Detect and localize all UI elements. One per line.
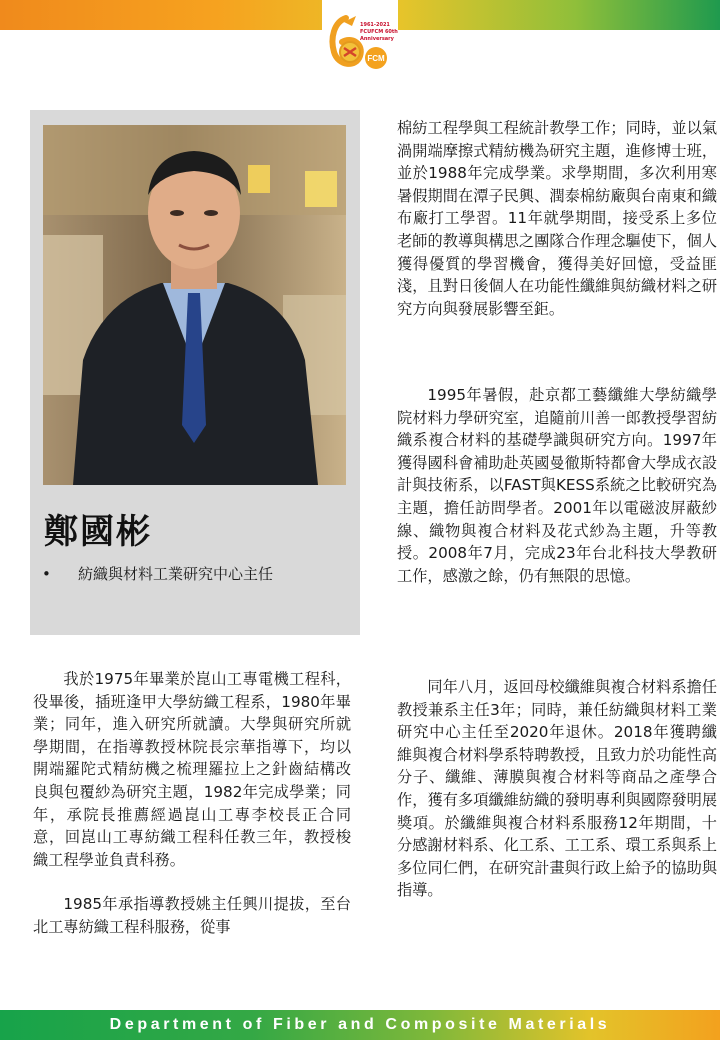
bullet-marker: • [42,565,51,583]
position-list-item [42,563,273,584]
person-name: 鄭國彬 [44,512,152,552]
logo-line-2: FCUFCM 60th [360,29,398,35]
biography-right-column-middle [397,384,717,587]
biography-paragraph-2-start: 1985年承指導教授姚主任興川提拔，至台北工專紡織工程科服務，從事 [33,895,351,936]
department-footer: Department of Fiber and Composite Materials [109,1016,611,1033]
biography-left-column [33,668,351,939]
biography-paragraph-2-continued: 棉紡工程學與工程統計教學工作；同時，並以氣渦開端摩擦式精紡機為研究主題，進修博士班，並於1988年完成學業。求學期間，多次利用寒暑假期間在潭子民興、潤泰棉紡廠與台南東和織布廠打工學習。11年就學期間，接受系上多位老師的教導與構思之團隊合作理念驅使下，個人獲得優質的學習機會，獲得美好回憶，受益匪淺，且對日後個人在功能性纖維與紡織材料之研究方向與發展影響至鉅。 [397,119,717,318]
logo-line-3: Anniversary [360,36,394,42]
logo-line-1: 1961-2021 [360,22,390,28]
biography-paragraph-3: 1995年暑假，赴京都工藝纖維大學紡織學院材料力學研究室，追隨前川善一郎教授學習紡織系複合材料的基礎學識與研究方向。1997年獲得國科會補助赴英國曼徹斯特都會大學成衣設計與技術系，以FAST與KESS系統之比較研究為主題，擔任訪問學者。2001年以電磁波屏蔽紗線、織物與複合材料及花式紗為主題，升等教授。2008年7月，完成23年台北科技大學教研工作，感激之餘，仍有無限的思憶。 [397,386,717,585]
biography-right-column-top [397,117,717,320]
biography-paragraph-1: 我於1975年畢業於崑山工專電機工程科，役畢後，插班逢甲大學紡織工程系，1980年畢業；同年，進入研究所就讀。大學與研究所就學期間，在指導教授林院長宗華指導下，均以開端羅陀式精紡機之梳理羅拉上之針齒結構改良與包覆紗為研究主題，1982年完成學業；同年，承院長推薦經過崑山工專李校長正合同意，回崑山工專紡織工程科任教三年，教授梭織工程學並負責科務。 [33,670,351,869]
portrait-illustration [43,125,346,485]
anniversary-logo [326,12,398,74]
biography-right-column-bottom [397,676,717,902]
portrait-photo [43,125,346,485]
biography-paragraph-4: 同年八月，返回母校纖維與複合材料系擔任教授兼系主任3年；同時，兼任紡織與材料工業研究中心主任至2020年退休。2018年獲聘纖維與複合材料學系特聘教授，且致力於功能性高分子、纖維、薄膜與複合材料等商品之產學合作，獲有多項纖維紡織的發明專利與國際發明展獎項。於纖維與複合材料系服務12年期間，十分感謝材料系、化工系、工工系、環工系與系上多位同仁們，在研究計畫與行政上給予的協助與指導。 [397,678,717,900]
position-title: 紡織與材料工業研究中心主任 [78,565,274,583]
logo-badge: FCM [367,54,385,63]
